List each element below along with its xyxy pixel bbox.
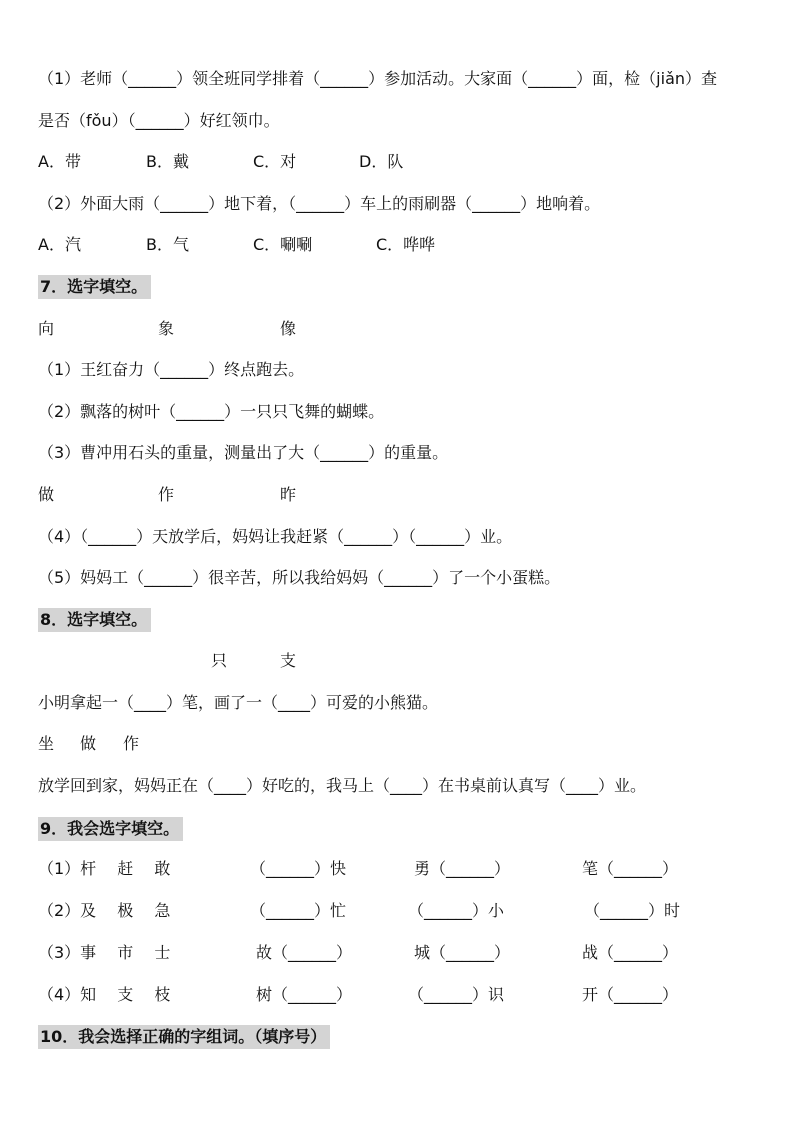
q8-word: 支 xyxy=(280,651,297,670)
q7-word: 像 xyxy=(280,319,297,338)
q6-p1-option-c: C．对 xyxy=(253,152,297,171)
q7-word: 向 xyxy=(38,319,55,338)
q8-word: 作 xyxy=(123,734,140,753)
q9-row-label: （2）及 极 急 xyxy=(38,901,171,920)
q9-cell: 城（______） xyxy=(414,943,511,962)
q7-item: （1）王红奋力（______）终点跑去。 xyxy=(38,360,305,379)
q7-item: （4）（______）天放学后，妈妈让我赶紧（______）（______）业。 xyxy=(38,527,513,546)
q8-word: 坐 xyxy=(38,734,55,753)
q9-cell: （______）识 xyxy=(408,985,505,1004)
q6-p1-option-d: D．队 xyxy=(359,152,404,171)
q9-heading: 9．我会选字填空。 xyxy=(38,817,183,841)
q8-sentence: 放学回到家，妈妈正在（____）好吃的，我马上（____）在书桌前认真写（____）业。 xyxy=(38,776,647,795)
q6-p2-option-c: C．唰唰 xyxy=(253,235,313,254)
q9-row-label: （3）事 市 士 xyxy=(38,943,171,962)
q9-cell: 树（______） xyxy=(256,985,353,1004)
q6-p2-option-a: A．汽 xyxy=(38,235,81,254)
q6-p1-line2: 是否（fǒu）（______）好红领巾。 xyxy=(38,111,280,130)
q9-cell: （______）时 xyxy=(584,901,681,920)
q7-word: 象 xyxy=(158,319,175,338)
q6-p1-line1: （1）老师（______）领全班同学排着（______）参加活动。大家面（______）面，检（jiǎn）查 xyxy=(38,69,718,88)
q9-cell: 开（______） xyxy=(582,985,679,1004)
q8-heading: 8．选字填空。 xyxy=(38,608,151,632)
q7-item: （3）曹冲用石头的重量，测量出了大（______）的重量。 xyxy=(38,443,449,462)
q7-word: 昨 xyxy=(280,485,297,504)
q7-heading: 7．选字填空。 xyxy=(38,275,151,299)
q9-row-label: （4）知 支 枝 xyxy=(38,985,171,1004)
q6-p1-option-b: B．戴 xyxy=(146,152,189,171)
q9-cell: 故（______） xyxy=(256,943,353,962)
q7-item: （2）飘落的树叶（______）一只只飞舞的蝴蝶。 xyxy=(38,402,385,421)
q9-cell: 战（______） xyxy=(582,943,679,962)
q6-p1-option-a: A．带 xyxy=(38,152,81,171)
q6-p2-option-d: C．哗哗 xyxy=(376,235,436,254)
q9-cell: （______）忙 xyxy=(250,901,347,920)
q9-cell: 勇（______） xyxy=(414,859,511,878)
q6-p2-line: （2）外面大雨（______）地下着，（______）车上的雨刷器（______）地响着。 xyxy=(38,194,601,213)
q9-row-label: （1）杆 赶 敢 xyxy=(38,859,171,878)
q7-word: 作 xyxy=(158,485,175,504)
q9-cell: （______）快 xyxy=(250,859,347,878)
q7-item: （5）妈妈工（______）很辛苦，所以我给妈妈（______）了一个小蛋糕。 xyxy=(38,568,561,587)
q8-word: 只 xyxy=(211,651,228,670)
q6-p2-option-b: B．气 xyxy=(146,235,189,254)
q9-cell: （______）小 xyxy=(408,901,505,920)
q7-word: 做 xyxy=(38,485,55,504)
q8-word: 做 xyxy=(80,734,97,753)
q10-heading: 10．我会选择正确的字组词。（填序号） xyxy=(38,1025,330,1049)
q8-sentence: 小明拿起一（____）笔，画了一（____）可爱的小熊猫。 xyxy=(38,693,439,712)
q9-cell: 笔（______） xyxy=(582,859,679,878)
